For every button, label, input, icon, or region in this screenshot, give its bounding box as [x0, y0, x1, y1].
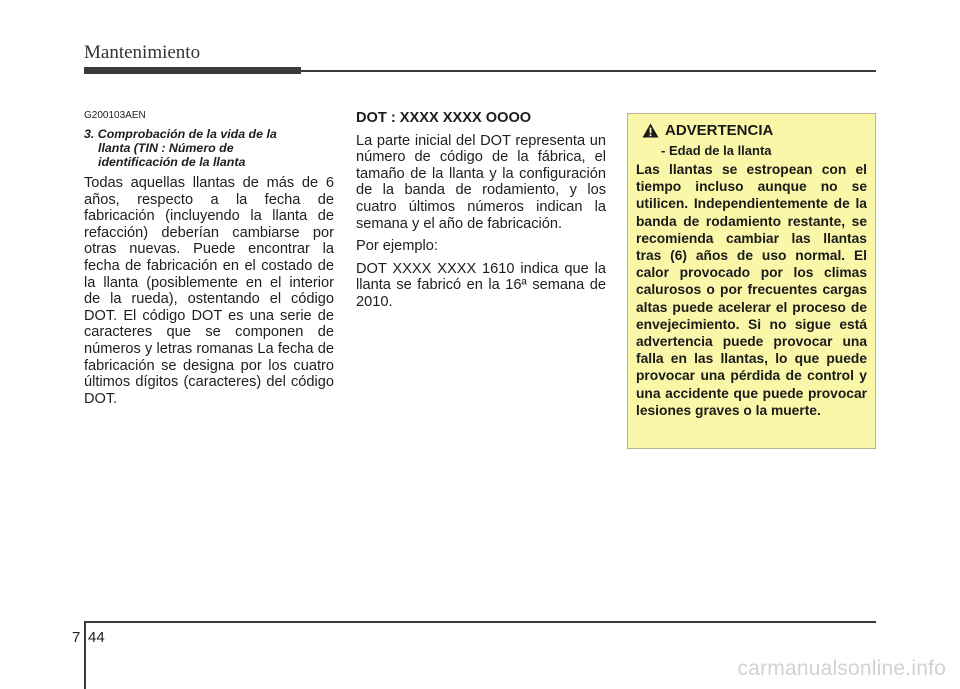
middle-paragraph-3: DOT XXXX XXXX 1610 indica que la llanta se fabricó en la 16ª semana de 2010.	[356, 260, 606, 310]
middle-column	[356, 110, 606, 317]
left-paragraph: Todas aquellas llantas de más de 6 años, respecto a la fecha de fabricación (incluyendo la llanta de refacción) deberían cambiarse por otras nuevas. Puede encontrar la fecha de fabricación en el costado de la llanta (posiblemente en el interior de la rueda), ostentando el código DOT. El código DOT es una serie de caracteres que se componen de números y letras romanas La fecha de fabricación se designa por los cuatro últimos dígitos (caracteres) del código DOT.	[84, 175, 334, 407]
page-number: 44	[88, 629, 105, 646]
warning-box	[627, 113, 876, 449]
warning-subtitle: - Edad de la llanta	[661, 143, 772, 158]
header-bar-thick	[84, 67, 301, 74]
section-subheading	[84, 127, 334, 169]
dot-heading: DOT : XXXX XXXX OOOO	[356, 110, 532, 126]
page-header-title: Mantenimiento	[84, 42, 201, 63]
warning-triangle-icon	[642, 123, 659, 138]
footer-vertical-line	[84, 621, 86, 689]
subheading-line-3: identificación de la llanta	[98, 155, 246, 169]
subheading-line-1: 3. Comprobación de la vida de la	[84, 127, 277, 141]
watermark: carmanualsonline.info	[737, 657, 946, 680]
warning-title-row	[642, 122, 867, 139]
warning-title: ADVERTENCIA	[665, 122, 774, 139]
subheading-line-2: llanta (TIN : Número de	[98, 141, 234, 155]
left-column	[84, 110, 334, 413]
header-bar-thin	[301, 70, 876, 72]
section-code: G200103AEN	[84, 110, 146, 121]
footer-line	[84, 621, 876, 623]
middle-paragraph-2: Por ejemplo:	[356, 238, 438, 255]
chapter-number: 7	[72, 629, 81, 646]
middle-paragraph-1: La parte inicial del DOT representa un número de código de la fábrica, el tamaño de la llanta y la configuración de la banda de rodamiento, y los cuatro últimos números indican la semana y el año de fabricación.	[356, 132, 606, 232]
warning-body: Las llantas se estropean con el tiempo incluso aunque no se utilicen. Independientemente de la banda de rodamiento restante, se recomienda cambiar las llantas tras (6) años de uso normal. El calor provocado por los climas calurosos o por frecuentes cargas altas puede acelerar el proceso de envejecimiento. Si no sigue está advertencia puede provocar una falla en las llantas, lo que puede provocar una pérdida de control y una accidente que puede provocar lesiones graves o la muerte.	[636, 162, 867, 418]
